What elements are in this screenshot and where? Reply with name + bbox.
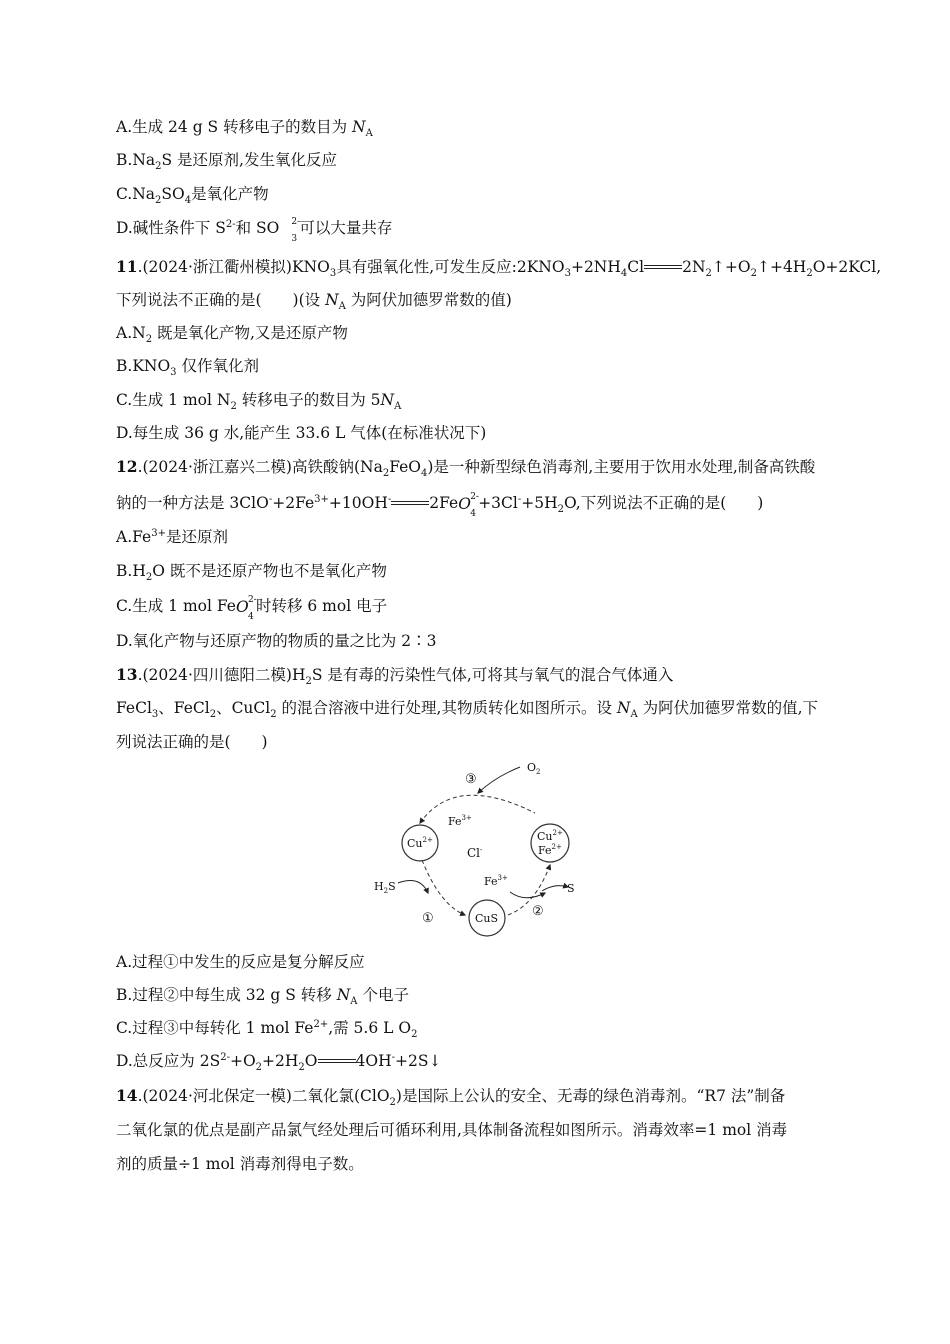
cycle-arc-top	[420, 795, 535, 823]
q11-option-d: D.每生成 36 g 水,能产生 33.6 L 气体(在标准状况下)	[116, 424, 487, 442]
q13-option-a: A.过程①中发生的反应是复分解反应	[116, 953, 365, 971]
step1-label: ①	[422, 911, 434, 926]
cl-label: Cl-	[467, 846, 483, 860]
q12-option-c: C.生成 1 mol Fe O 2- 4 时转移 6 mol 电子	[116, 595, 388, 622]
fe3-bottom-label: $Fe^{3+}$	[484, 874, 508, 888]
q13-stem-line2: FeCl$_3$、FeCl$_2$、CuCl$_2$ 的混合溶液中进行处理,其物质转化如图所示。设 $N_A$ 为阿伏加德罗常数的值,下	[116, 699, 819, 721]
ferrate-ion: O 2- 4	[235, 595, 257, 622]
q13-option-d: D.总反应为 $2S^{2-}+O_2+2H_2O$ 4OH-+2S↓	[116, 1051, 442, 1074]
fe3-arrow	[510, 892, 545, 898]
q13-option-c: C.过程③中每转化 1 mol $Fe^{2+}$,需 5.6 L $O_2$	[116, 1018, 418, 1041]
q10-option-a: A.生成 24 g S 转移电子的数目为 $N_A$	[116, 118, 373, 140]
s-arrow	[542, 886, 568, 891]
o2-label: $O_2$	[527, 761, 541, 776]
q11-stem-line1: 11.(2024·浙江衢州模拟)$KNO_3$具有强氧化性,可发生反应$:2KNO_3+2NH_4Cl$ $2N_2↑+O_2↑+4H_2O+2KCl$,	[116, 257, 882, 280]
cycle-arc-left	[422, 860, 465, 915]
sulfite-ion: 2- 3	[291, 217, 301, 244]
equals-sign	[391, 501, 429, 505]
reaction-cycle-diagram	[360, 755, 590, 940]
fe2-right-label: $Fe^{2+}$	[538, 843, 562, 857]
q12-option-d: D.氧化产物与还原产物的物质的量之比为 2∶3	[116, 632, 437, 650]
q11-option-c: C.生成 1 mol $N_2$ 转移电子的数目为 $5N_A$	[116, 391, 402, 413]
q10-option-c: $C.Na_2SO_4$是氧化产物	[116, 185, 269, 207]
ferrate-ion: O 2- 4	[458, 492, 479, 519]
q13-stem-line1: 13.(2024·四川德阳二模)$H_2S$ 是有毒的污染性气体,可将其与氧气的混合气体通入	[116, 665, 674, 688]
step2-label: ②	[532, 904, 544, 919]
q13-stem-line3: 列说法正确的是( )	[116, 733, 268, 751]
q14-line3: 剂的质量÷1 mol 消毒剂得电子数。	[116, 1155, 364, 1173]
cu2-left-label: $Cu^{2+}$	[407, 836, 433, 850]
q10-option-b: $B.Na_2S$ 是还原剂,发生氧化反应	[116, 151, 337, 173]
cus-label: CuS	[475, 912, 499, 925]
q12-stem-line2: 钠的一种方法是 $3ClO^-+2Fe^{3+}+10OH^-$ 2Fe O 2- 4 $+3Cl^-+5H_2O$,下列说法不正确的是( )	[116, 492, 764, 519]
fe3-top-label: $Fe^{3+}$	[448, 814, 472, 828]
q14-line2: 二氧化氯的优点是副产品氯气经处理后可循环利用,具体制备流程如图所示。消毒效率=1 mol 消毒	[116, 1121, 788, 1139]
q10-option-d: D.碱性条件下 $S^{2-}$和 SO 2- 3 可以大量共存	[116, 217, 393, 244]
h2s-label: $H_2S$	[374, 880, 396, 895]
h2s-arrow	[398, 881, 428, 893]
equals-sign	[644, 265, 682, 269]
q12-option-b: $B.H_2O$ 既不是还原产物也不是氧化产物	[116, 562, 387, 584]
q12-option-a: $A.Fe^{3+}$是还原剂	[116, 527, 228, 546]
equals-sign	[318, 1059, 356, 1063]
step3-label: ③	[465, 772, 477, 787]
q11-option-a: $A.N_2$ 既是氧化产物,又是还原产物	[116, 324, 348, 346]
q14-line1: 14.(2024·河北保定一模)二氧化氯(ClO$_2$)是国际上公认的安全、无毒的绿色消毒剂。“R7 法”制备	[116, 1086, 786, 1109]
cu2-right-label: $Cu^{2+}$	[537, 829, 563, 843]
s-label: S	[567, 882, 575, 895]
q11-option-b: $B.KNO_3$ 仅作氧化剂	[116, 357, 259, 379]
q11-stem-line2: 下列说法不正确的是( )(设 $N_A$ 为阿伏加德罗常数的值)	[116, 291, 512, 313]
q12-stem-line1: 12.(2024·浙江嘉兴二模)高铁酸钠$(Na_2FeO_4)$是一种新型绿色消毒剂,主要用于饮用水处理,制备高铁酸	[116, 457, 816, 480]
o2-arrow	[478, 767, 520, 793]
q13-option-b: B.过程②中每生成 32 g S 转移 $N_A$ 个电子	[116, 986, 409, 1008]
